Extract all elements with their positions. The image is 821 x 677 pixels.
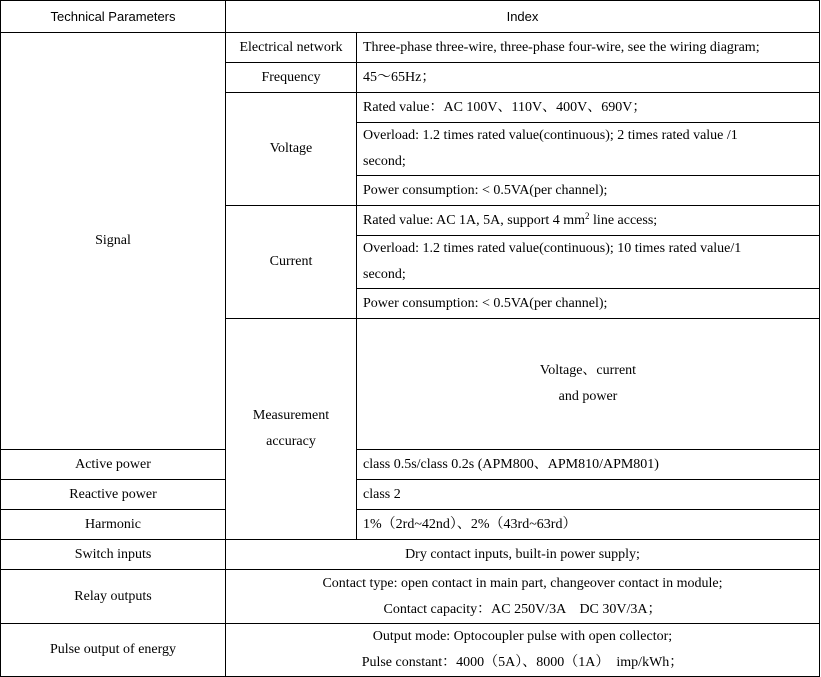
signal-label: Signal [1, 33, 226, 450]
table-row [1, 480, 820, 510]
voltage-overload-value [357, 123, 820, 176]
table-row [1, 570, 820, 624]
voltage-power-consumption-value: Power consumption: < 0.5VA(per channel); [357, 176, 820, 206]
table-row [1, 510, 820, 540]
harmonic-label: Harmonic [1, 510, 226, 540]
switch-inputs-value: Dry contact inputs, built-in power supply; [226, 540, 820, 570]
pulse-output-value [226, 624, 820, 677]
active-power-value: class 0.5s/class 0.2s (APM800、APM810/APM801) [357, 450, 820, 480]
table-row [1, 540, 820, 570]
table-row [1, 33, 820, 63]
relay-outputs-value [226, 570, 820, 624]
table-row [1, 624, 820, 677]
relay-contact-type: Contact type: open contact in main part, changeover contact in module; [322, 575, 723, 591]
relay-outputs-label: Relay outputs [1, 570, 226, 624]
voltage-rated-value: Rated value：AC 100V、110V、400V、690V； [357, 93, 820, 123]
measurement-accuracy-label: Measurement accuracy [226, 319, 357, 540]
frequency-value: 45～65Hz； [357, 63, 820, 93]
voltage-label: Voltage [226, 93, 357, 206]
current-overload-line2: second; [363, 267, 406, 282]
current-rated-superscript: 2 [585, 210, 590, 221]
frequency-label: Frequency [226, 63, 357, 93]
active-power-label: Active power [1, 450, 226, 480]
electrical-network-value: Three-phase three-wire, three-phase four-wire, see the wiring diagram; [357, 33, 820, 63]
voltage-overload-line2: second; [363, 154, 406, 169]
reactive-power-value: class 2 [357, 480, 820, 510]
harmonic-value: 1%（2rd~42nd）、2%（43rd~63rd） [357, 510, 820, 540]
electrical-network-label: Electrical network [226, 33, 357, 63]
reactive-power-label: Reactive power [1, 480, 226, 510]
current-rated-value [357, 206, 820, 236]
header-technical-parameters: Technical Parameters [1, 1, 226, 33]
switch-inputs-label: Switch inputs [1, 540, 226, 570]
vcp-label-line2: and power [558, 389, 618, 404]
current-overload-value [357, 236, 820, 289]
current-rated-text-end: line access; [589, 212, 658, 228]
table-row [1, 450, 820, 480]
header-index: Index [226, 1, 820, 33]
vcp-label-line1: Voltage、current [539, 363, 637, 378]
current-overload-line1: Overload: 1.2 times rated value(continuous); 10 times rated value/1 [363, 241, 742, 256]
relay-contact-capacity: Contact capacity：AC 250V/3A DC 30V/3A； [383, 601, 662, 617]
current-power-consumption-value: Power consumption: < 0.5VA(per channel); [357, 289, 820, 319]
pulse-output-label: Pulse output of energy [1, 624, 226, 677]
vcp-label [357, 319, 820, 450]
header-row [1, 1, 820, 33]
current-rated-text: Rated value: AC 1A, 5A, support 4 mm [363, 212, 586, 228]
pulse-constant: Pulse constant：4000（5A）、8000（1A） imp/kWh； [361, 655, 684, 670]
current-label: Current [226, 206, 357, 319]
pulse-output-mode: Output mode: Optocoupler pulse with open collector; [372, 629, 673, 644]
voltage-overload-line1: Overload: 1.2 times rated value(continuous); 2 times rated value /1 [363, 128, 738, 143]
